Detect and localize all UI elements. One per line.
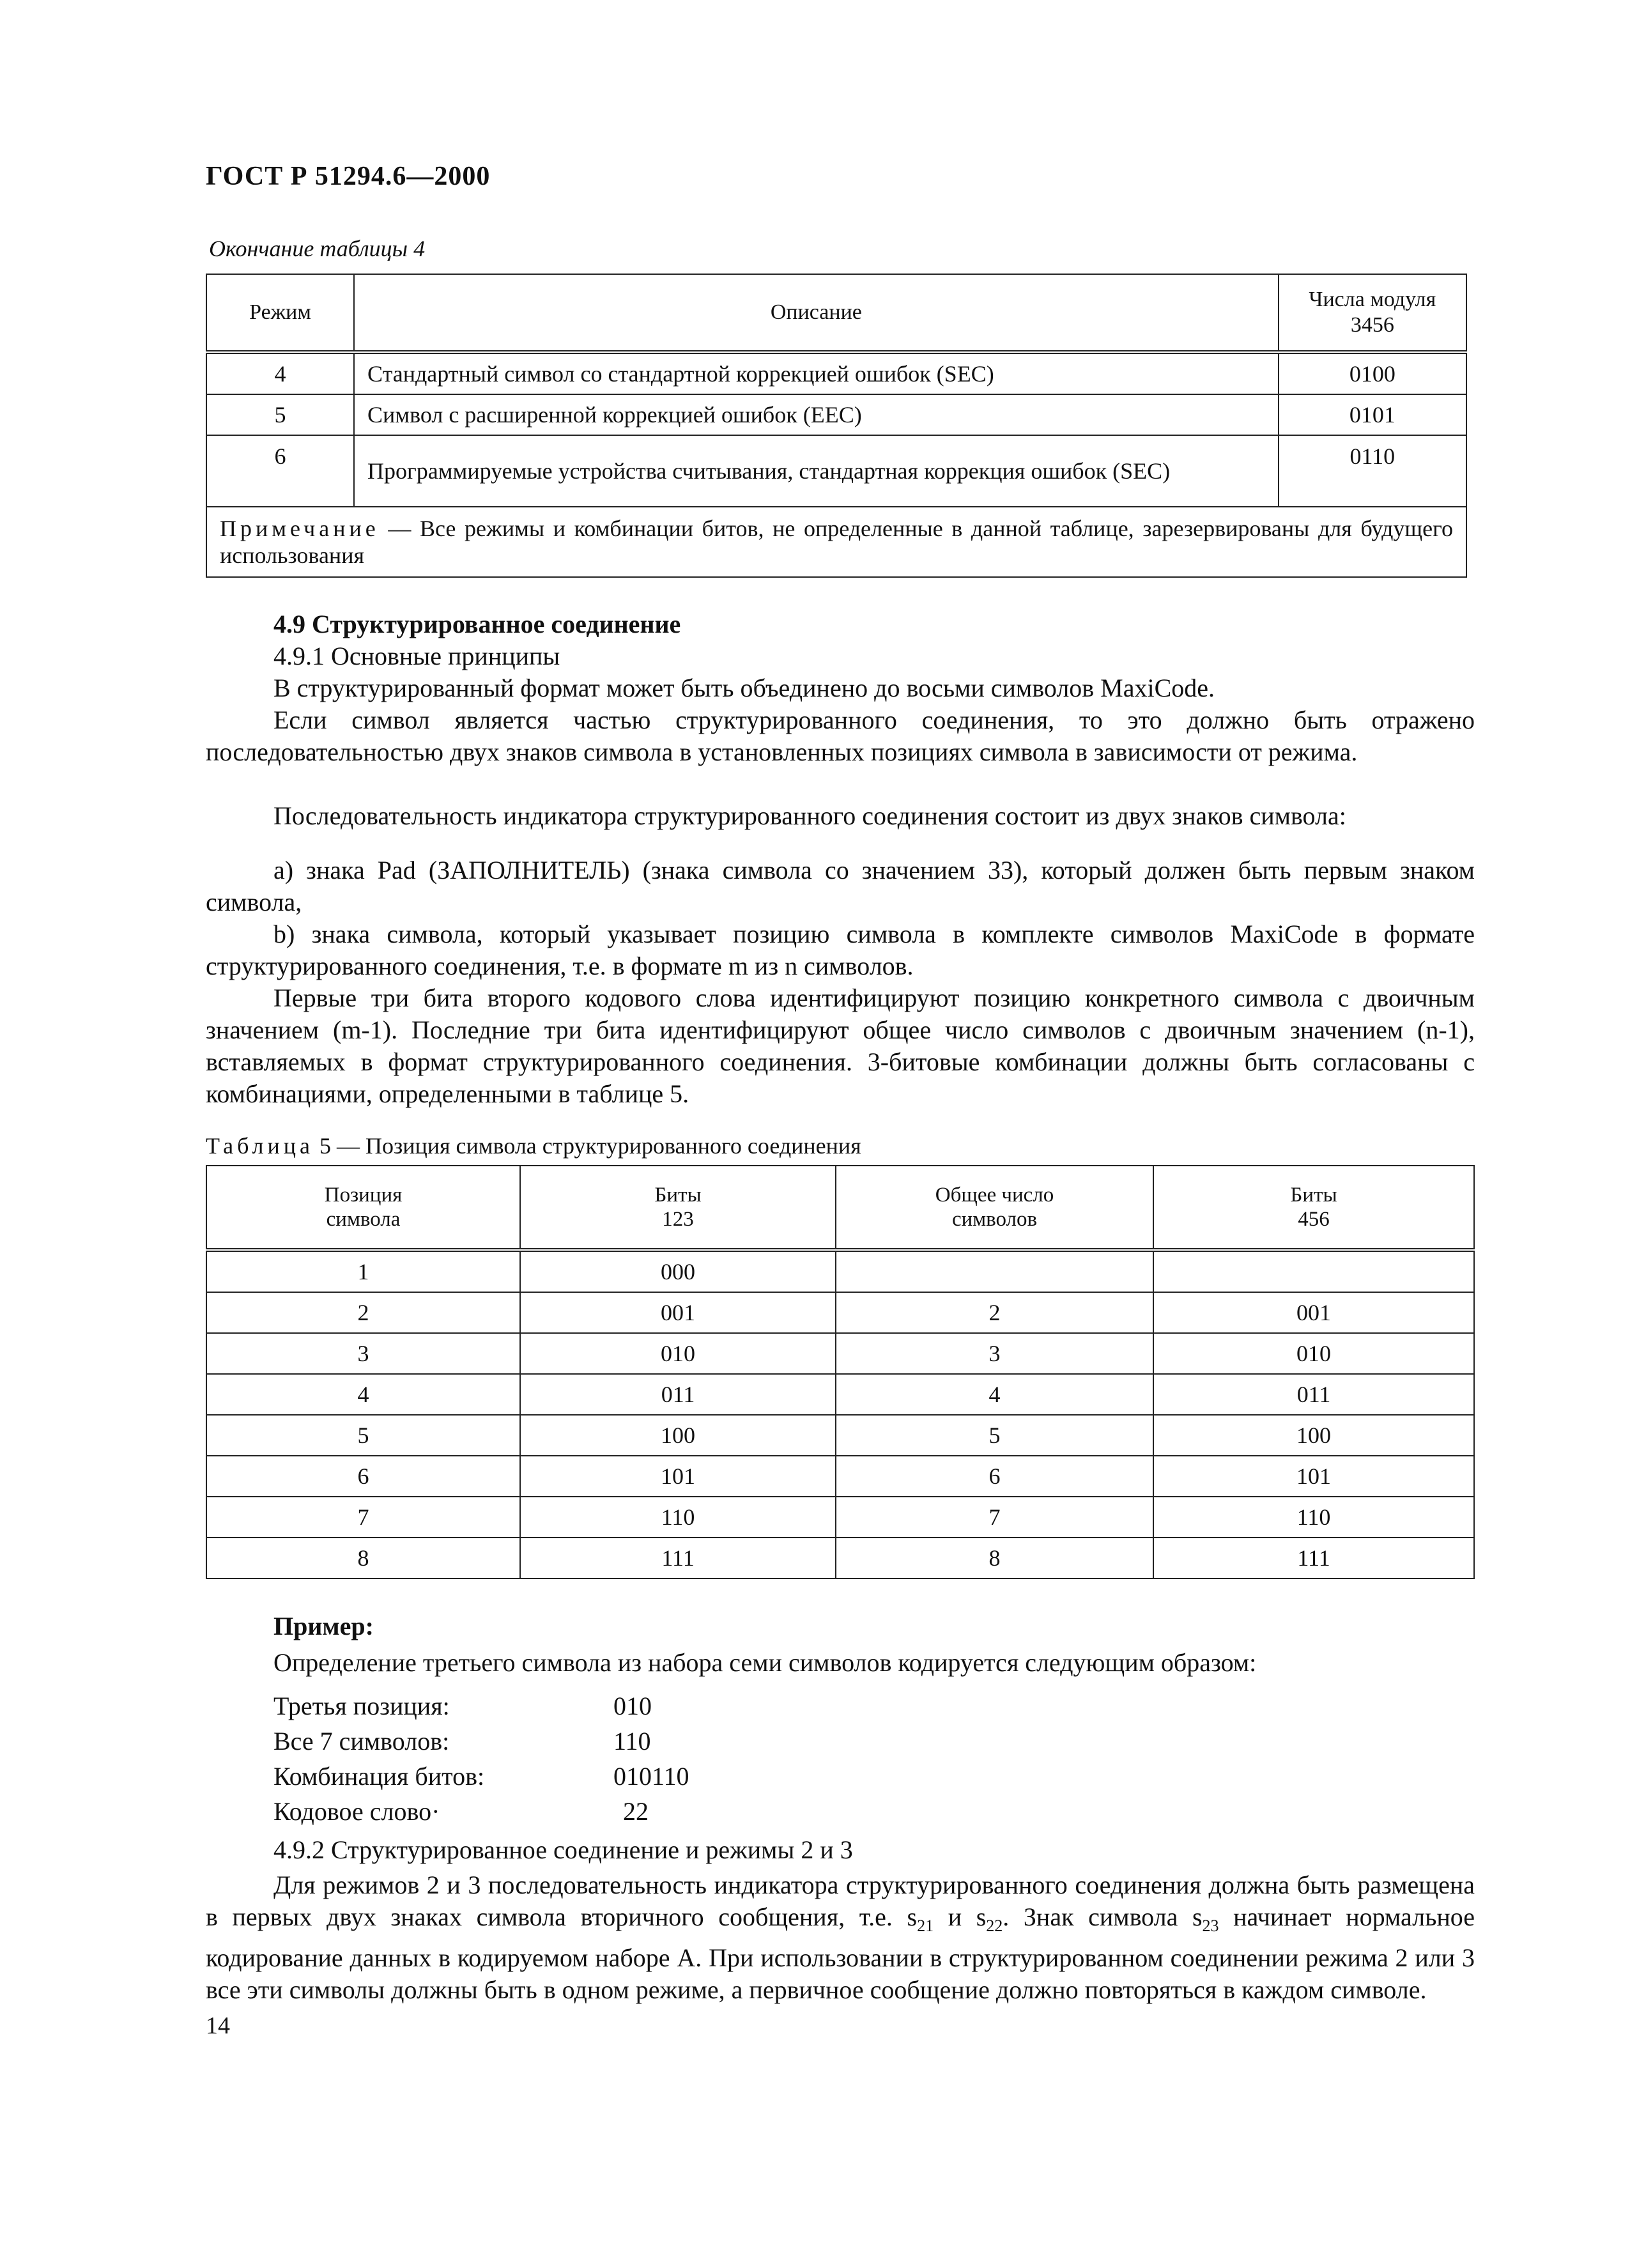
symbol-subscript: 21 <box>917 1917 934 1935</box>
table4-note-row <box>206 507 1466 577</box>
table5-caption <box>206 1130 861 1162</box>
symbol-letter: s <box>907 1902 918 1931</box>
table-row <box>206 1250 1474 1292</box>
table-row <box>206 394 1466 435</box>
header-line: Общее число <box>935 1184 1054 1207</box>
table5-header-total <box>836 1166 1153 1250</box>
symbol-s23 <box>1192 1902 1219 1935</box>
table4-cell-mode: 6 <box>206 435 354 507</box>
table5-caption-label: Таблица <box>206 1133 314 1159</box>
symbol-s21 <box>907 1902 934 1935</box>
table-row <box>206 1374 1474 1415</box>
symbol-letter: s <box>1192 1902 1203 1931</box>
paragraph-text: Для режимов 2 и 3 последовательность индикатора структурированного соединения должна быть размещена в первых двух знаках символа вторичного сообщения, т.е. <box>206 1871 1475 1931</box>
table5-cell: 001 <box>520 1292 836 1333</box>
table4-cell-num: 0101 <box>1279 394 1466 435</box>
table4-header-num-line1: Числа модуля <box>1309 288 1436 311</box>
table4-caption: Окончание таблицы 4 <box>209 236 426 261</box>
paragraph: а) знака Pad (ЗАПОЛНИТЕЛЬ) (знака символа со значением 33), который должен быть первым знаком символа, <box>206 856 1475 916</box>
table5-cell: 3 <box>836 1333 1153 1374</box>
table5-cell: 6 <box>836 1456 1153 1497</box>
table5-header-bits123 <box>520 1166 836 1250</box>
subsection-title: 4.9.1 Основные принципы <box>273 642 560 670</box>
example-value: 010 <box>613 1692 652 1720</box>
table4-header-num <box>1279 274 1466 352</box>
example-value: 110 <box>613 1727 651 1755</box>
conjunction: и <box>948 1902 962 1931</box>
symbol-subscript: 22 <box>986 1917 1003 1935</box>
table5-header-position <box>206 1166 520 1250</box>
example-intro: Определение третьего символа из набора семи символов кодируется следующим образом: <box>273 1648 1257 1677</box>
table5-cell: 110 <box>520 1497 836 1538</box>
table5-cell: 000 <box>520 1250 836 1292</box>
header-line: 456 <box>1298 1208 1330 1231</box>
table5-cell: 2 <box>206 1292 520 1333</box>
table4-cell-desc: Программируемые устройства считывания, стандартная коррекция ошибок (SEC) <box>354 435 1279 507</box>
header-line: символа <box>326 1208 401 1231</box>
table4-cell-num: 0100 <box>1279 352 1466 394</box>
table-row <box>206 435 1466 507</box>
table5-cell: 4 <box>836 1374 1153 1415</box>
table4-note <box>206 507 1466 577</box>
table5-cell: 011 <box>520 1374 836 1415</box>
header-line: Позиция <box>324 1184 403 1207</box>
table5-cell: 8 <box>206 1538 520 1578</box>
table-row <box>206 1292 1474 1333</box>
paragraph: Если символ является частью структурированного соединения, то это должно быть отражено последовательностью двух знаков символа в установленных позициях символа в зависимости от режима. <box>206 706 1475 766</box>
symbol-subscript: 23 <box>1202 1917 1219 1935</box>
header-line: символов <box>951 1208 1038 1231</box>
table5-cell: 5 <box>206 1415 520 1456</box>
symbol-letter: s <box>976 1902 987 1931</box>
table5-cell: 001 <box>1153 1292 1474 1333</box>
example-label: Все 7 символов: <box>273 1727 450 1755</box>
example-value: 22 <box>623 1797 649 1826</box>
table5-cell: 6 <box>206 1456 520 1497</box>
table-row <box>206 1415 1474 1456</box>
paragraph-text: начинает нормальное кодирование данных в кодируемом наборе А. При использовании в структурированном соединении режима 2 или 3 все эти символы должны быть в одном режиме, а первичное сообщение должно повторяться в каждом символе. <box>206 1902 1475 2004</box>
table4-cell-desc: Стандартный символ со стандартной коррекцией ошибок (SEC) <box>354 352 1279 394</box>
table5-cell: 011 <box>1153 1374 1474 1415</box>
paragraph-text: . Знак символа <box>1003 1902 1178 1931</box>
table-row <box>206 352 1466 394</box>
table-5 <box>206 1165 1475 1579</box>
table5-cell: 010 <box>520 1333 836 1374</box>
table5-cell: 111 <box>1153 1538 1474 1578</box>
table5-cell: 111 <box>520 1538 836 1578</box>
table5-cell: 8 <box>836 1538 1153 1578</box>
document-header: ГОСТ Р 51294.6—2000 <box>206 162 491 191</box>
note-text: — Все режимы и комбинации битов, не определенные в данной таблице, зарезервированы для будущего использования <box>220 516 1453 568</box>
table5-header-bits456 <box>1153 1166 1474 1250</box>
table4-header-row <box>206 274 1466 352</box>
example-title: Пример: <box>273 1612 374 1640</box>
example-label: Комбинация битов: <box>273 1762 485 1791</box>
table5-caption-text: 5 — Позиция символа структурированного соединения <box>313 1133 861 1159</box>
table-row <box>206 1456 1474 1497</box>
table-row <box>206 1538 1474 1578</box>
table5-cell: 2 <box>836 1292 1153 1333</box>
paragraph: Первые три бита второго кодового слова идентифицируют позицию конкретного символа с двоичным значением (m-1). Последние три бита идентифицируют общее число символов с двоичным значением (n-1), вставляемых в формат структурированного соединения. 3-битовые комбинации должны быть согласованы с комбинациями, определенными в таблице 5. <box>206 984 1475 1108</box>
table4-cell-mode: 4 <box>206 352 354 394</box>
table4-cell-num: 0110 <box>1279 435 1466 507</box>
paragraph <box>206 1869 1475 2006</box>
table5-cell: 100 <box>1153 1415 1474 1456</box>
section-title: 4.9 Структурированное соединение <box>273 610 681 638</box>
table4-cell-desc: Символ с расширенной коррекцией ошибок (EEC) <box>354 394 1279 435</box>
header-line: Биты <box>1290 1184 1337 1207</box>
table5-cell: 5 <box>836 1415 1153 1456</box>
table5-cell: 4 <box>206 1374 520 1415</box>
example-label: Третья позиция: <box>273 1692 450 1720</box>
table5-cell: 1 <box>206 1250 520 1292</box>
table4-header-num-line2: 3456 <box>1350 313 1394 337</box>
table5-cell: 7 <box>836 1497 1153 1538</box>
table4-header-desc: Описание <box>354 274 1279 352</box>
example-value: 010110 <box>613 1762 689 1791</box>
table5-cell: 7 <box>206 1497 520 1538</box>
paragraph: b) знака символа, который указывает позицию символа в комплекте символов MaxiCode в формате структурированного соединения, т.е. в формате m из n символов. <box>206 920 1475 980</box>
table5-cell: 010 <box>1153 1333 1474 1374</box>
table-row <box>206 1497 1474 1538</box>
paragraph: Последовательность индикатора структурированного соединения состоит из двух знаков символа: <box>273 801 1346 830</box>
table5-header-row <box>206 1166 1474 1250</box>
symbol-s22 <box>976 1902 1003 1935</box>
example-label: Кодовое слово· <box>273 1797 440 1826</box>
table4-header-mode: Режим <box>206 274 354 352</box>
table5-cell: 110 <box>1153 1497 1474 1538</box>
note-label: Примечание <box>220 516 380 541</box>
table-4 <box>206 274 1467 578</box>
header-line: Биты <box>654 1184 702 1207</box>
page-number: 14 <box>206 2012 230 2039</box>
table4-cell-mode: 5 <box>206 394 354 435</box>
table5-cell: 100 <box>520 1415 836 1456</box>
table5-cell: 101 <box>520 1456 836 1497</box>
table5-cell: 101 <box>1153 1456 1474 1497</box>
paragraph: В структурированный формат может быть объединено до восьми символов MaxiCode. <box>273 674 1215 702</box>
subsection-title: 4.9.2 Структурированное соединение и режимы 2 и 3 <box>273 1835 853 1864</box>
table-row <box>206 1333 1474 1374</box>
table5-cell <box>836 1250 1153 1292</box>
table5-cell <box>1153 1250 1474 1292</box>
table5-cell: 3 <box>206 1333 520 1374</box>
header-line: 123 <box>662 1208 694 1231</box>
